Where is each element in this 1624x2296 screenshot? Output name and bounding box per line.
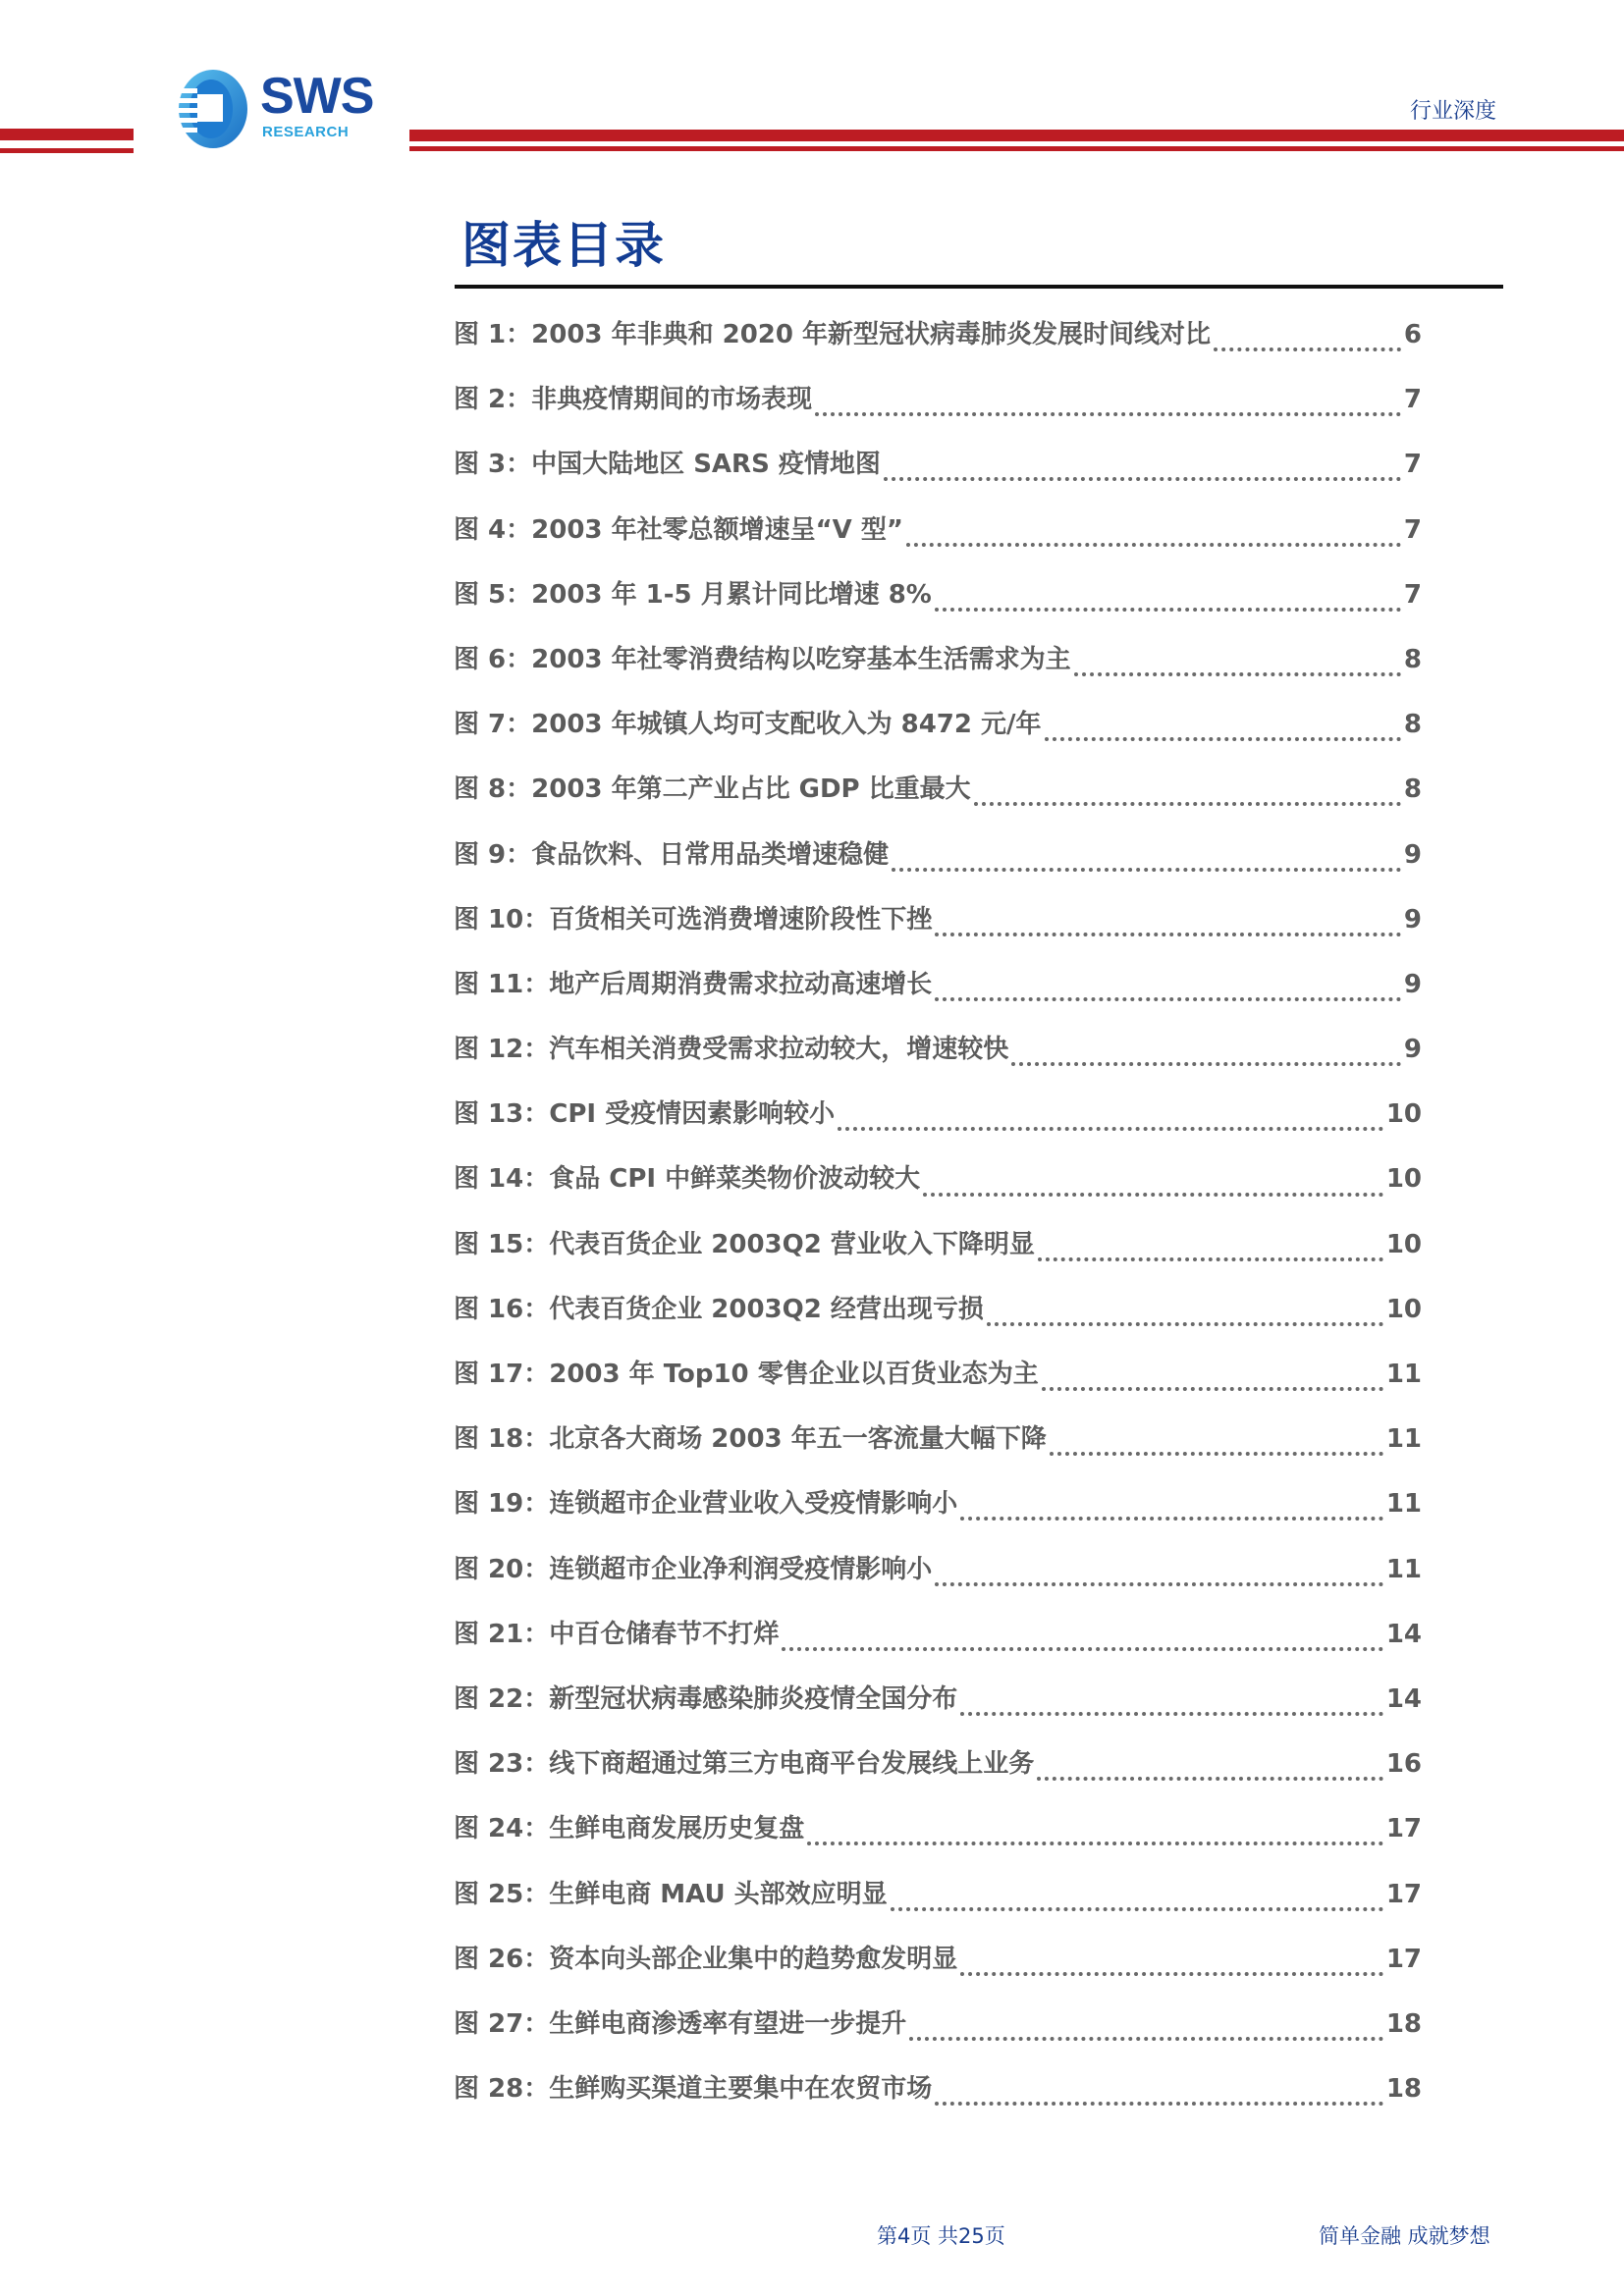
dot-leader bbox=[1011, 1062, 1401, 1066]
figure-label: 图 7： bbox=[454, 710, 532, 740]
figure-title: 中国大陆地区 SARS 疫情地图 bbox=[531, 450, 881, 480]
figure-title: CPI 受疫情因素影响较小 bbox=[549, 1099, 836, 1130]
figure-label: 图 10： bbox=[454, 904, 550, 934]
figure-title: 资本向头部企业集中的趋势愈发明显 bbox=[549, 1944, 958, 1974]
figure-title: 2003 年 1-5 月累计同比增速 8% bbox=[531, 579, 932, 610]
logo-brand-text: SWS bbox=[260, 68, 374, 125]
figure-label: 图 28： bbox=[454, 2074, 550, 2105]
page-number: 10 bbox=[1385, 1099, 1422, 1130]
page-number: 16 bbox=[1385, 1749, 1422, 1780]
toc-entry-11[interactable] bbox=[454, 964, 1422, 1029]
page-number: 7 bbox=[1403, 579, 1422, 610]
toc-entry-10[interactable] bbox=[454, 899, 1422, 964]
footer-slogan: 简单金融 成就梦想 bbox=[1319, 2224, 1490, 2248]
dot-leader bbox=[1214, 347, 1401, 351]
figure-title: 非典疫情期间的市场表现 bbox=[531, 385, 813, 415]
dot-leader bbox=[1042, 1387, 1383, 1391]
page-number: 17 bbox=[1385, 1879, 1422, 1909]
dot-leader bbox=[935, 1582, 1383, 1586]
page-number: 6 bbox=[1403, 320, 1422, 349]
figure-title: 2003 年非典和 2020 年新型冠状病毒肺炎发展时间线对比 bbox=[531, 320, 1212, 349]
page-indicator: 第4页 共25页 bbox=[877, 2224, 1005, 2248]
page-number: 7 bbox=[1403, 385, 1422, 415]
figure-title: 中百仓储春节不打烊 bbox=[549, 1619, 780, 1649]
page-number: 14 bbox=[1385, 1619, 1422, 1649]
header-rule-right-thick bbox=[409, 130, 1624, 141]
dot-leader bbox=[1038, 1257, 1383, 1261]
figure-label: 图 21： bbox=[454, 1619, 550, 1649]
dot-leader bbox=[782, 1647, 1383, 1651]
figure-title: 百货相关可选消费增速阶段性下挫 bbox=[549, 904, 933, 934]
figure-label: 图 17： bbox=[454, 1360, 550, 1389]
figure-label: 图 5： bbox=[454, 579, 532, 610]
figure-label: 图 1： bbox=[454, 320, 532, 349]
page-number: 18 bbox=[1385, 2074, 1422, 2105]
dot-leader bbox=[987, 1322, 1383, 1326]
dot-leader bbox=[935, 608, 1401, 612]
toc-entry-19[interactable] bbox=[454, 1483, 1422, 1548]
toc-entry-16[interactable] bbox=[454, 1289, 1422, 1354]
figure-title: 连锁超市企业净利润受疫情影响小 bbox=[549, 1554, 933, 1584]
page-number: 17 bbox=[1385, 1814, 1422, 1844]
figure-label: 图 9： bbox=[454, 839, 532, 870]
page-number: 9 bbox=[1403, 904, 1422, 934]
figure-label: 图 11： bbox=[454, 969, 550, 999]
page-number: 18 bbox=[1385, 2008, 1422, 2039]
toc-entry-7[interactable] bbox=[454, 704, 1422, 769]
page-number: 7 bbox=[1403, 514, 1422, 545]
figure-label: 图 14： bbox=[454, 1164, 550, 1195]
document-type-label: 行业深度 bbox=[1410, 99, 1497, 124]
toc-entry-23[interactable] bbox=[454, 1743, 1422, 1808]
page-number: 10 bbox=[1385, 1294, 1422, 1324]
dot-leader bbox=[884, 477, 1401, 481]
dot-leader bbox=[935, 933, 1401, 936]
figure-title: 代表百货企业 2003Q2 经营出现亏损 bbox=[549, 1294, 984, 1324]
toc-entry-2[interactable] bbox=[454, 379, 1422, 444]
dot-leader bbox=[935, 2102, 1383, 2106]
figure-title: 2003 年社零消费结构以吃穿基本生活需求为主 bbox=[531, 644, 1071, 674]
toc-entry-27[interactable] bbox=[454, 2003, 1422, 2068]
page-number: 10 bbox=[1385, 1164, 1422, 1195]
figure-title: 生鲜电商渗透率有望进一步提升 bbox=[549, 2008, 907, 2039]
page-number: 7 bbox=[1403, 450, 1422, 480]
figure-title: 2003 年 Top10 零售企业以百货业态为主 bbox=[549, 1360, 1039, 1389]
dot-leader bbox=[892, 868, 1401, 872]
dot-leader bbox=[815, 412, 1401, 416]
figure-label: 图 12： bbox=[454, 1035, 550, 1065]
page-number: 11 bbox=[1385, 1360, 1422, 1389]
dot-leader bbox=[935, 997, 1401, 1001]
figure-title: 生鲜电商 MAU 头部效应明显 bbox=[549, 1879, 888, 1909]
figure-label: 图 8： bbox=[454, 774, 532, 805]
toc-entry-28[interactable] bbox=[454, 2068, 1422, 2133]
figure-title: 2003 年城镇人均可支配收入为 8472 元/年 bbox=[531, 710, 1042, 740]
figure-label: 图 16： bbox=[454, 1294, 550, 1324]
page-number: 8 bbox=[1403, 644, 1422, 674]
figure-label: 图 25： bbox=[454, 1879, 550, 1909]
dot-leader bbox=[1074, 672, 1401, 676]
figure-table-of-contents bbox=[454, 314, 1422, 2133]
toc-entry-1[interactable] bbox=[454, 314, 1422, 379]
page-number: 9 bbox=[1403, 839, 1422, 870]
figure-title: 连锁超市企业营业收入受疫情影响小 bbox=[549, 1489, 958, 1520]
dot-leader bbox=[906, 543, 1401, 547]
toc-entry-26[interactable] bbox=[454, 1939, 1422, 2003]
figure-title: 食品饮料、日常用品类增速稳健 bbox=[531, 839, 890, 870]
header-rule-left-thin bbox=[0, 148, 134, 153]
toc-entry-20[interactable] bbox=[454, 1549, 1422, 1614]
page-title: 图表目录 bbox=[461, 217, 666, 274]
figure-title: 北京各大商场 2003 年五一客流量大幅下降 bbox=[549, 1424, 1047, 1455]
figure-label: 图 24： bbox=[454, 1814, 550, 1844]
figure-title: 地产后周期消费需求拉动高速增长 bbox=[549, 969, 933, 999]
dot-leader bbox=[1045, 737, 1401, 741]
figure-label: 图 2： bbox=[454, 385, 532, 415]
toc-entry-15[interactable] bbox=[454, 1224, 1422, 1289]
dot-leader bbox=[974, 802, 1401, 806]
toc-entry-25[interactable] bbox=[454, 1874, 1422, 1939]
toc-entry-3[interactable] bbox=[454, 444, 1422, 508]
figure-title: 线下商超通过第三方电商平台发展线上业务 bbox=[549, 1749, 1035, 1780]
toc-entry-8[interactable] bbox=[454, 769, 1422, 833]
figure-label: 图 22： bbox=[454, 1683, 550, 1714]
dot-leader bbox=[1050, 1452, 1383, 1456]
toc-entry-22[interactable] bbox=[454, 1679, 1422, 1743]
page-number: 8 bbox=[1403, 774, 1422, 805]
figure-label: 图 6： bbox=[454, 644, 532, 674]
toc-entry-5[interactable] bbox=[454, 574, 1422, 639]
toc-entry-24[interactable] bbox=[454, 1808, 1422, 1873]
figure-label: 图 4： bbox=[454, 514, 532, 545]
toc-entry-6[interactable] bbox=[454, 639, 1422, 704]
toc-entry-18[interactable] bbox=[454, 1418, 1422, 1483]
page-number: 11 bbox=[1385, 1489, 1422, 1520]
header-rule-left-thick bbox=[0, 129, 134, 140]
figure-title: 食品 CPI 中鲜菜类物价波动较大 bbox=[549, 1164, 921, 1195]
dot-leader bbox=[960, 1972, 1383, 1976]
page-number: 11 bbox=[1385, 1554, 1422, 1584]
page-number: 9 bbox=[1403, 969, 1422, 999]
page-number: 8 bbox=[1403, 710, 1422, 740]
toc-entry-12[interactable] bbox=[454, 1029, 1422, 1094]
dot-leader bbox=[891, 1907, 1383, 1911]
figure-label: 图 19： bbox=[454, 1489, 550, 1520]
figure-label: 图 20： bbox=[454, 1554, 550, 1584]
figure-label: 图 26： bbox=[454, 1944, 550, 1974]
dot-leader bbox=[909, 2037, 1383, 2041]
page-number: 14 bbox=[1385, 1683, 1422, 1714]
figure-label: 图 23： bbox=[454, 1749, 550, 1780]
page-number: 11 bbox=[1385, 1424, 1422, 1455]
header-rule-right-thin bbox=[409, 146, 1624, 151]
sws-research-logo bbox=[172, 67, 383, 151]
page-number: 10 bbox=[1385, 1229, 1422, 1259]
figure-label: 图 3： bbox=[454, 450, 532, 480]
dot-leader bbox=[1037, 1777, 1383, 1781]
figure-title: 2003 年社零总额增速呈“V 型” bbox=[531, 514, 903, 545]
figure-label: 图 15： bbox=[454, 1229, 550, 1259]
figure-title: 汽车相关消费受需求拉动较大，增速较快 bbox=[549, 1035, 1009, 1065]
dot-leader bbox=[838, 1127, 1383, 1131]
page-number: 17 bbox=[1385, 1944, 1422, 1974]
dot-leader bbox=[960, 1712, 1383, 1716]
toc-entry-17[interactable] bbox=[454, 1354, 1422, 1418]
dot-leader bbox=[960, 1517, 1383, 1521]
figure-label: 图 18： bbox=[454, 1424, 550, 1455]
figure-title: 生鲜电商发展历史复盘 bbox=[549, 1814, 805, 1844]
figure-title: 2003 年第二产业占比 GDP 比重最大 bbox=[531, 774, 971, 805]
dot-leader bbox=[923, 1193, 1383, 1197]
title-divider bbox=[455, 285, 1503, 289]
toc-entry-14[interactable] bbox=[454, 1158, 1422, 1223]
sws-logo-icon bbox=[172, 69, 248, 149]
figure-title: 生鲜购买渠道主要集中在农贸市场 bbox=[549, 2074, 933, 2105]
figure-label: 图 13： bbox=[454, 1099, 550, 1130]
logo-subtitle-text: RESEARCH bbox=[262, 124, 350, 140]
toc-entry-9[interactable] bbox=[454, 834, 1422, 899]
toc-entry-21[interactable] bbox=[454, 1614, 1422, 1679]
page-number: 9 bbox=[1403, 1035, 1422, 1065]
dot-leader bbox=[807, 1842, 1383, 1845]
toc-entry-13[interactable] bbox=[454, 1094, 1422, 1158]
figure-title: 代表百货企业 2003Q2 营业收入下降明显 bbox=[549, 1229, 1035, 1259]
figure-title: 新型冠状病毒感染肺炎疫情全国分布 bbox=[549, 1683, 958, 1714]
toc-entry-4[interactable] bbox=[454, 509, 1422, 574]
figure-label: 图 27： bbox=[454, 2008, 550, 2039]
